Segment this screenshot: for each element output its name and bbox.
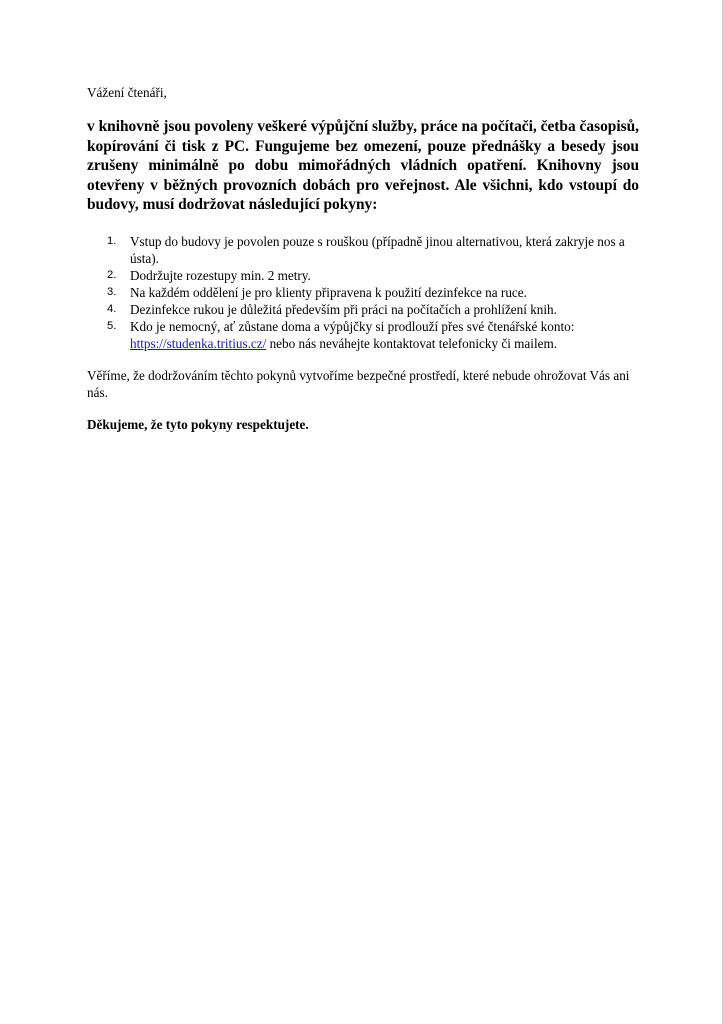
intro-paragraph: v knihovně jsou povoleny veškeré výpůjční služby, práce na počítači, četba časopisů, kopírování či tisk z PC. Fungujeme bez omezení, pouze přednášky a besedy jsou zrušeny minimálně po dobu mimořádných vládních opatření. Knihovny jsou otevřeny v běžných provozních dobách pro veřejnost. Ale všichni, kdo vstoupí do budovy, musí dodržovat následující pokyny: [87, 118, 639, 213]
rule-text: Vstup do budovy je povolen pouze s rouškou (případně jinou alternativou, která zakryje nos a ústa). [130, 233, 625, 266]
list-item [87, 284, 639, 301]
list-number: 3. [107, 285, 117, 298]
rule-text: Dodržujte rozestupy min. 2 metry. [130, 267, 311, 283]
list-number: 1. [107, 234, 117, 247]
list-number: 2. [107, 268, 117, 281]
list-number: 5. [107, 319, 117, 332]
list-item [87, 233, 639, 267]
list-item [87, 318, 639, 352]
list-item [87, 301, 639, 318]
list-number: 4. [107, 302, 117, 315]
tritius-catalog-link[interactable]: https://studenka.tritius.cz/ [130, 335, 267, 351]
thanks-line: Děkujeme, že tyto pokyny respektujete. [87, 416, 309, 432]
rules-list [87, 233, 639, 352]
rule-text-continued: nebo nás neváhejte kontaktovat telefonicky či mailem. [266, 335, 558, 351]
rule-text: Kdo je nemocný, ať zůstane doma a výpůjčky si prodlouží přes své čtenářské konto: [130, 318, 575, 334]
closing-paragraph: Věříme, že dodržováním těchto pokynů vytvoříme bezpečné prostředí, které nebude ohrožovat Vás ani nás. [87, 367, 630, 400]
letter-body [87, 84, 639, 433]
rule-text: Na každém oddělení je pro klienty připravena k použití dezinfekce na ruce. [130, 284, 527, 300]
list-item [87, 267, 639, 284]
rule-text: Dezinfekce rukou je důležitá především při práci na počítačích a prohlížení knih. [130, 301, 557, 317]
salutation: Vážení čtenáři, [87, 85, 167, 100]
